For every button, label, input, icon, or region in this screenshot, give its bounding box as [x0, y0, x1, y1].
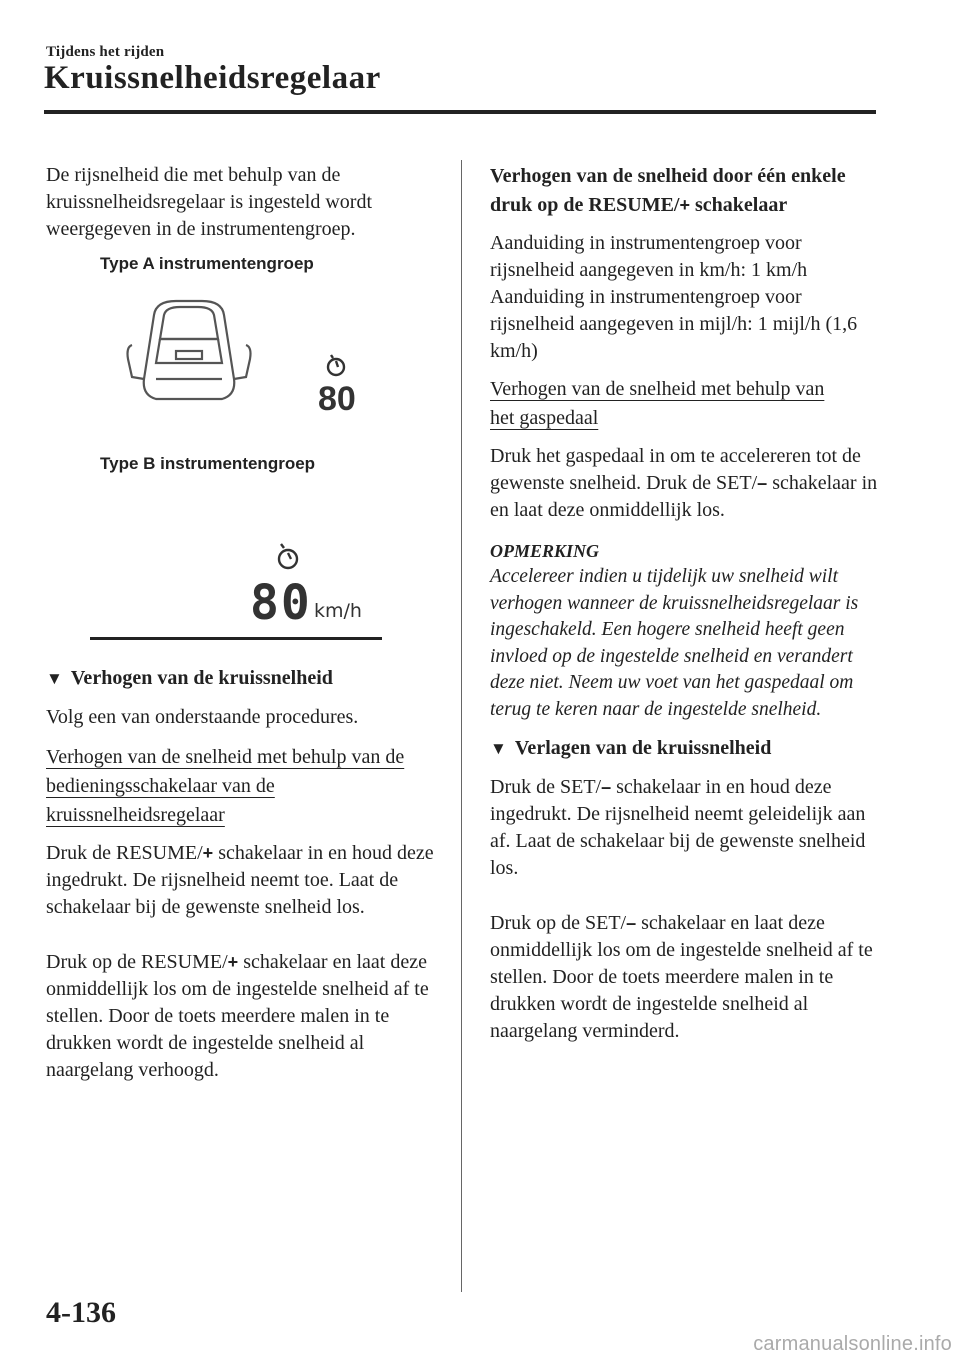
left-column	[46, 162, 438, 1084]
figure-b-unit: km/h	[314, 600, 362, 622]
chapter-title: Kruissnelheidsregelaar	[44, 60, 381, 96]
subheading-switch-text: Verhogen van de snelheid met behulp van de bedieningsschakelaar van de kruissnelheidsregelaar	[46, 746, 405, 826]
plus-icon: +	[227, 952, 239, 972]
heading-increase	[46, 665, 438, 692]
head-single-post: schakelaar	[690, 194, 788, 216]
heading-decrease-text: Verlagen van de kruissnelheid	[514, 737, 772, 759]
figure-b-label: Type B instrumentengroep	[100, 454, 316, 473]
figure-b	[46, 475, 438, 647]
page-number: 4-136	[46, 1296, 116, 1329]
note-title: OPMERKING	[490, 541, 600, 561]
minus-icon: –	[601, 777, 612, 797]
cruise-speed-icon-b	[279, 544, 297, 568]
subheading-pedal-text: Verhogen van de snelheid met behulp van het gaspedaal	[490, 378, 825, 429]
follow-text: Volg een van onderstaande procedures.	[46, 706, 359, 728]
heading-increase-text: Verhogen van de kruissnelheid	[70, 667, 333, 689]
cluster-b-illustration	[46, 475, 438, 647]
para2-pre: Druk op de RESUME/	[46, 951, 228, 973]
dec1-post: schakelaar in en houd deze ingedrukt. De rijsnelheid neemt geleidelijk aan af. Laat de schakelaar bij de gewenste snelheid los.	[490, 776, 866, 879]
para1-pre: Druk de RESUME/	[46, 842, 203, 864]
dec1-pre: Druk de SET/	[490, 776, 602, 798]
para1-post: schakelaar in en houd deze ingedrukt. De rijsnelheid neemt toe. Laat de schakelaar bij de gewenste snelheid los.	[46, 842, 434, 918]
note-body: Accelereer indien u tijdelijk uw snelheid wilt verhogen wanneer de kruissnelheidsregelaar is ingeschakeld. Een hogere snelheid heeft geen invloed op de ingestelde snelheid en verandert deze niet. Neem uw voet van het gaspedaal om terug te keren naar de ingestelde snelheid.	[490, 566, 859, 720]
dec2-post: schakelaar en laat deze onmiddellijk los om de ingestelde snelheid af te stellen. Door de toets meerdere malen in te drukken wordt de ingestelde snelheid al naargelang verminderd.	[490, 912, 873, 1042]
intro-paragraph: De rijsnelheid die met behulp van de kruissnelheidsregelaar is ingesteld wordt weergegeven in de instrumentengroep.	[46, 164, 373, 240]
mph-indication: Aanduiding in instrumentengroep voor rijsnelheid aangegeven in mijl/h: 1 mijl/h (1,6 km/h)	[490, 286, 858, 362]
title-rule	[44, 110, 876, 114]
paragraph-pedal	[490, 443, 882, 524]
section-title: Tijdens het rijden	[46, 44, 165, 60]
pedal-pre: Druk het gaspedaal in om te accelereren tot de gewenste snelheid. Druk de SET/	[490, 445, 861, 494]
figure-a-label: Type A instrumentengroep	[100, 254, 314, 273]
paragraph-resume-hold	[46, 840, 438, 921]
paragraph-resume-press	[46, 949, 438, 1084]
figure-b-speed: 80	[250, 575, 312, 631]
figure-a	[46, 275, 438, 453]
subheading-switch	[46, 743, 406, 830]
pedal-post: schakelaar in en laat deze onmiddellijk los.	[490, 472, 878, 521]
para2-post: schakelaar en laat deze onmiddellijk los om de ingestelde snelheid af te stellen. Door de toets meerdere malen in te drukken wordt de ingestelde snelheid al naargelang verhoogd.	[46, 951, 429, 1081]
cruise-speed-icon-a	[328, 355, 344, 375]
right-column	[490, 162, 882, 1045]
heading-single-press	[490, 162, 882, 220]
heading-decrease	[490, 735, 882, 762]
paragraph-set-press	[490, 910, 882, 1045]
triangle-icon: ▼	[490, 739, 507, 758]
triangle-icon: ▼	[46, 669, 63, 688]
minus-icon: –	[757, 473, 768, 493]
column-divider	[461, 160, 462, 1292]
kmh-indication: Aanduiding in instrumentengroep voor rijsnelheid aangegeven in km/h: 1 km/h	[490, 232, 808, 281]
minus-icon: –	[626, 913, 637, 933]
plus-icon: +	[202, 843, 214, 863]
dec2-pre: Druk op de SET/	[490, 912, 627, 934]
car-cluster-illustration	[46, 275, 438, 453]
plus-icon: +	[679, 195, 691, 215]
watermark: carmanualsonline.info	[753, 1333, 952, 1355]
paragraph-set-hold	[490, 774, 882, 882]
head-single-pre: Verhogen van de snelheid door één enkele druk op de RESUME/	[490, 165, 846, 216]
subheading-pedal	[490, 375, 850, 433]
figure-a-speed: 80	[318, 380, 356, 418]
